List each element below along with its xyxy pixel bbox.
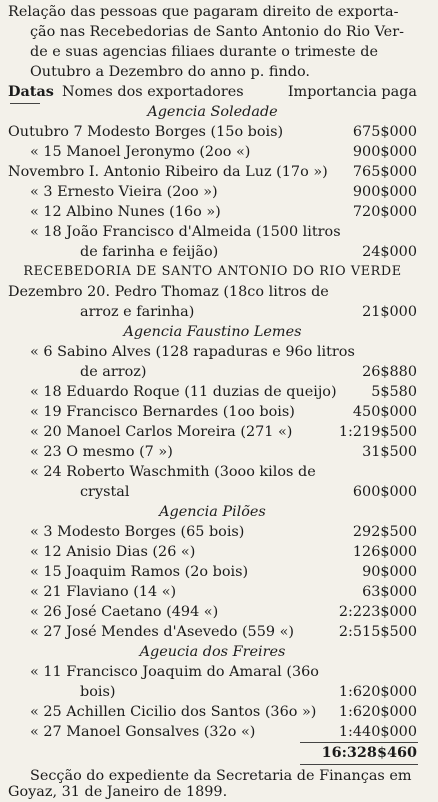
entry-row: « 26 José Caetano (494 «) 2:223$000 — [30, 604, 417, 620]
header-line-4: Outubro a Dezembro do anno p. findo. — [30, 64, 310, 80]
entry-row: « 24 Roberto Waschmith (3ooo kilos de — [30, 464, 316, 480]
section-soledade: Agencia Soledade — [147, 104, 278, 120]
total-row: 16:328$460 — [321, 744, 417, 761]
column-names: Nomes dos exportadores — [62, 84, 244, 100]
entry-row: « 11 Francisco Joaquim do Amaral (36o — [30, 664, 319, 680]
entry-row: « 21 Flaviano (14 «) 63$000 — [30, 584, 417, 600]
section-freires: Ageucia dos Freires — [139, 644, 286, 660]
entry-row: « 23 O mesmo (7 ») 31$500 — [30, 444, 417, 460]
entry-row: « 6 Sabino Alves (128 rapaduras e 96o litros — [30, 344, 355, 360]
entry-row: « 20 Manoel Carlos Moreira (271 «) 1:219$500 — [30, 424, 417, 440]
entry-row: « 27 Manoel Gonsalves (32o «) 1:440$000 — [30, 724, 417, 740]
entry-row: « 12 Anisio Dias (26 «) 126$000 — [30, 544, 417, 560]
entry-row-continuation: de arroz) 26$880 — [80, 364, 417, 380]
entry-row-continuation: bois) 1:620$000 — [80, 684, 417, 700]
entry-row: « 18 Eduardo Roque (11 duzias de queijo) 5$580 — [30, 384, 417, 400]
entry-row: Dezembro 20. Pedro Thomaz (18co litros de — [8, 284, 329, 300]
footer-line-2: Goyaz, 31 de Janeiro de 1899. — [8, 784, 228, 800]
entry-row: Novembro I. Antonio Ribeiro da Luz (17o ») 765$000 — [8, 164, 417, 180]
entry-row: « 19 Francisco Bernardes (1oo bois) 450$000 — [30, 404, 417, 420]
entry-row: « 18 João Francisco d'Almeida (1500 litros — [30, 224, 341, 240]
entry-row: « 25 Achillen Cicilio dos Santos (36o ») 1:620$000 — [30, 704, 417, 720]
footer-line-1: Secção do expediente da Secretaria de Finanças em — [30, 768, 412, 784]
header-line-3: de e suas agencias filiaes durante o trimeste de — [30, 44, 378, 60]
entry-row: « 12 Albino Nunes (16o ») 720$000 — [30, 204, 417, 220]
column-headers — [0, 82, 425, 102]
column-dates: Datas — [8, 83, 54, 100]
total-rule-bottom — [300, 764, 418, 765]
section-recebedoria: RECEBEDORIA DE SANTO ANTONIO DO RIO VERDE — [23, 264, 402, 279]
entry-row: « 3 Modesto Borges (65 bois) 292$500 — [30, 524, 417, 540]
entry-row: « 15 Manoel Jeronymo (2oo «) 900$000 — [30, 144, 417, 160]
entry-row-continuation: de farinha e feijão) 24$000 — [80, 244, 417, 260]
entry-row: Outubro 7 Modesto Borges (15o bois) 675$000 — [8, 124, 417, 140]
section-piloes: Agencia Pilões — [159, 504, 266, 520]
section-faustino: Agencia Faustino Lemes — [123, 324, 302, 340]
column-amount: Importancia paga — [287, 84, 417, 100]
header-line-1: Relação das pessoas que pagaram direito de exporta- — [8, 4, 399, 20]
entry-row: « 3 Ernesto Vieira (2oo ») 900$000 — [30, 184, 417, 200]
entry-row-continuation: crystal 600$000 — [80, 484, 417, 500]
entry-row: « 15 Joaquim Ramos (2o bois) 90$000 — [30, 564, 417, 580]
entry-row: « 27 José Mendes d'Asevedo (559 «) 2:515$500 — [30, 624, 417, 640]
entry-row-continuation: arroz e farinha) 21$000 — [80, 304, 417, 320]
header-line-2: ção nas Recebedorias de Santo Antonio do Rio Ver- — [30, 24, 404, 40]
